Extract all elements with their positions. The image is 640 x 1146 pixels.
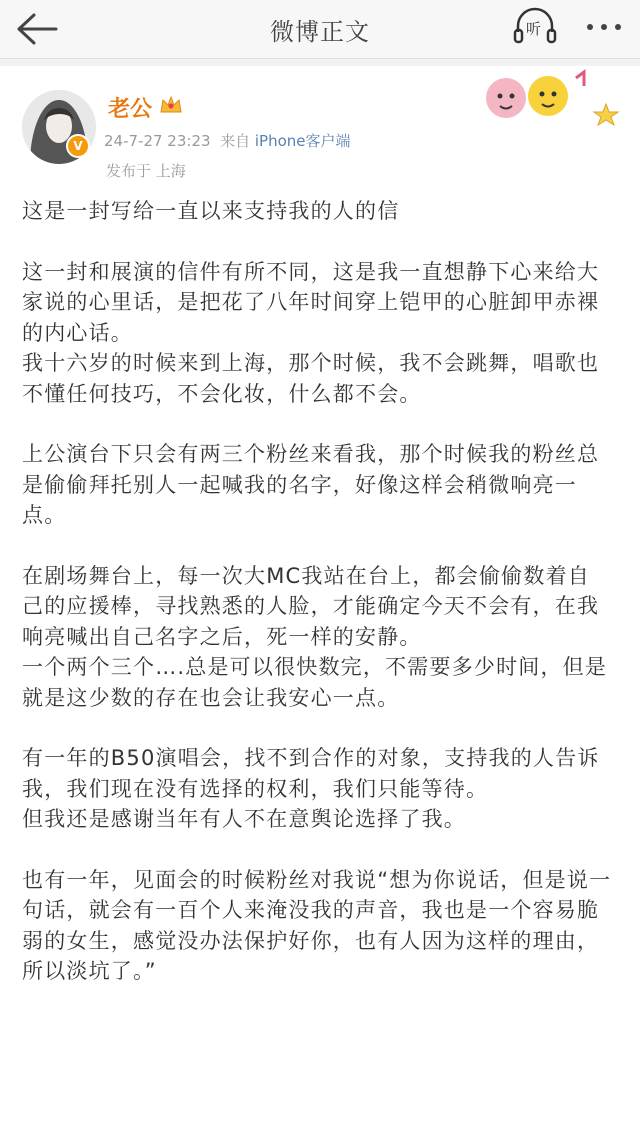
- post-time: 24-7-27 23:23: [104, 132, 211, 150]
- post-source[interactable]: iPhone客户端: [254, 132, 351, 150]
- post-paragraph: 在剧场舞台上，每一次大MC我站在台上，都会偷偷数着自己的应援棒，寻找熟悉的人脸，才能确定今天不会有，在我响亮喊出自己名字之后，死一样的安静。 一个两个三个….总是可以很快数完，不需要多少时间，但是就是这少数的存在也会让我安心一点。: [22, 563, 608, 710]
- post-paragraph: 这一封和展演的信件有所不同，这是我一直想静下心来给大家说的心里话，是把花了八年时间穿上铠甲的心脏卸甲赤裸的内心话。 我十六岁的时候来到上海，那个时候，我不会跳舞，唱歌也不懂任何技巧，不会化妆，什么都不会。: [22, 259, 600, 406]
- post-paragraph: 有一年的B50演唱会，找不到合作的对象，支持我的人告诉我，我们现在没有选择的权利，我们只能等待。 但我还是感谢当年有人不在意舆论选择了我。: [22, 746, 600, 831]
- cartoon-sticker-icon: [476, 64, 626, 126]
- page-title: 微博正文: [270, 18, 370, 46]
- post-paragraph: 上公演台下只会有两三个粉丝来看我，那个时候我的粉丝总是偷偷拜托别人一起喊我的名字，好像这样会稍微响亮一点。: [22, 442, 600, 527]
- post-paragraph: 也有一年，见面会的时候粉丝对我说“想为你说话，但是说一句话，就会有一百个人来淹没我的声音，我也是一个容易脆弱的女生，感觉没办法保护好你，也有人因为这样的理由，所以淡坑了。”: [22, 867, 612, 983]
- crown-icon: [158, 92, 184, 118]
- post-location: 发布于 上海: [106, 162, 186, 180]
- post-from-label: 来自: [220, 132, 251, 150]
- listen-label[interactable]: 听: [526, 20, 542, 38]
- more-options-icon[interactable]: [582, 12, 626, 42]
- post-body: [22, 196, 612, 987]
- top-nav-bar: [0, 0, 640, 59]
- verified-badge: V: [66, 134, 90, 158]
- post-paragraph: 这是一封写给一直以来支持我的人的信: [22, 199, 400, 223]
- username[interactable]: 老公: [108, 97, 153, 122]
- post-meta: [104, 130, 351, 151]
